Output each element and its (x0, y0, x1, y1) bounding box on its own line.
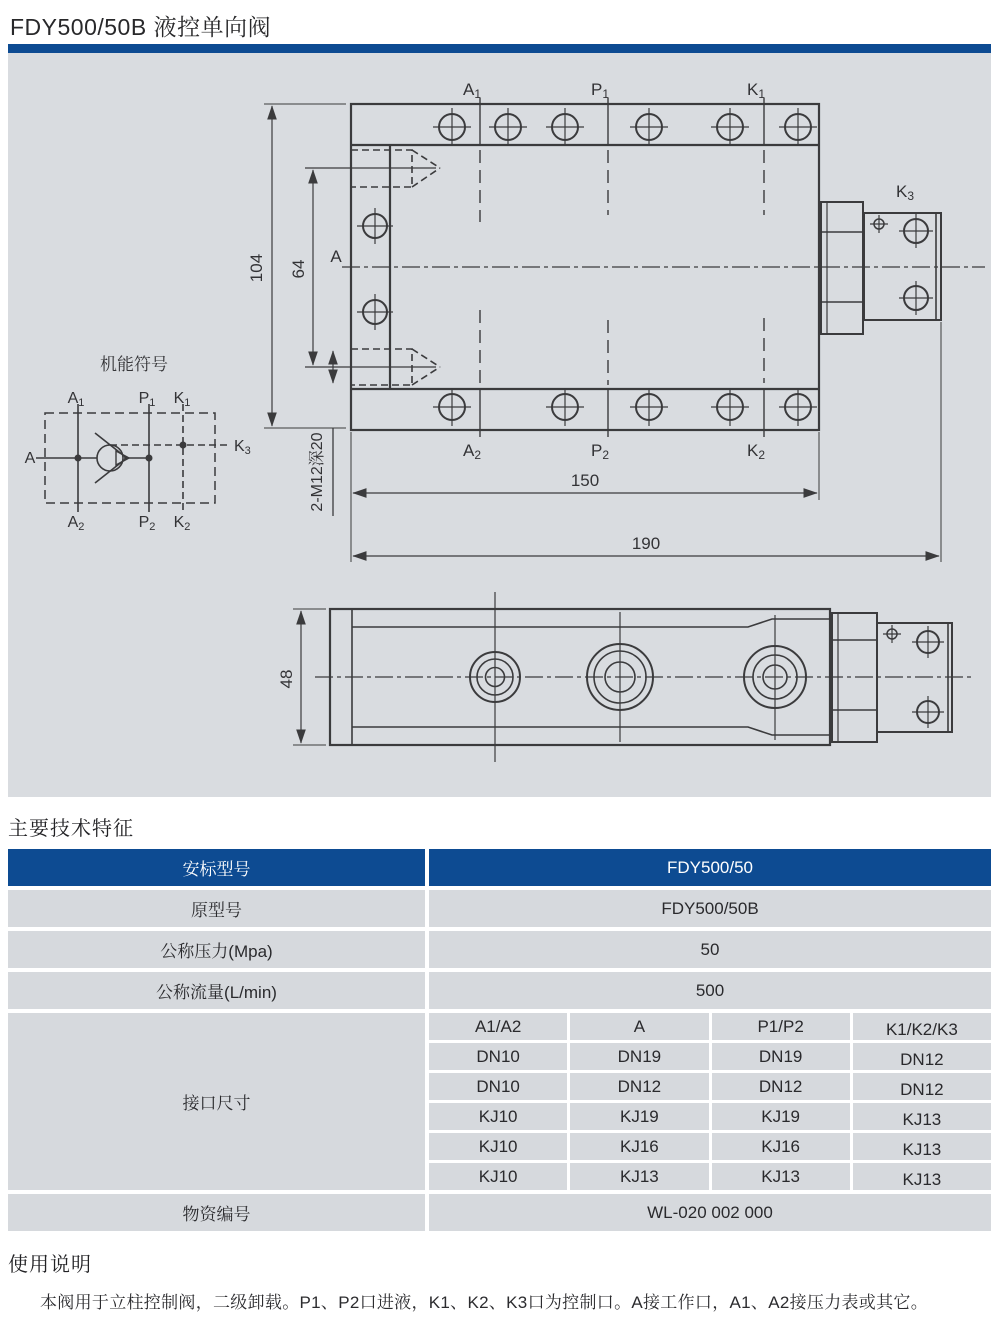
row-value: FDY500/50B (429, 890, 991, 927)
port-cell: KJ13 (712, 1163, 850, 1190)
page-title: FDY500/50B 液控单向阀 (10, 14, 272, 40)
port-cell: KJ13 (853, 1103, 991, 1130)
port-col-header: A (570, 1013, 708, 1040)
table-row-pressure (8, 931, 991, 968)
port-label-k3: K3 (895, 182, 915, 203)
port-cell: KJ16 (712, 1133, 850, 1160)
port-sizes-label: 接口尺寸 (8, 1013, 425, 1190)
port-label-a2: A2 (462, 441, 482, 462)
port-cell: KJ13 (853, 1133, 991, 1160)
port-cell: DN10 (429, 1073, 567, 1100)
port-cell: DN12 (853, 1043, 991, 1070)
symbol-label-p1: P1 (138, 390, 156, 409)
row-label: 原型号 (8, 890, 425, 927)
port-cell: KJ13 (570, 1163, 708, 1190)
row-value: 500 (429, 972, 991, 1009)
symbol-label-a1: A1 (67, 390, 85, 409)
port-label-p2: P2 (590, 441, 610, 462)
table-header-label: 安标型号 (8, 849, 425, 886)
port-col-header: K1/K2/K3 (853, 1013, 991, 1040)
usage-heading: 使用说明 (8, 1254, 92, 1276)
top-view (305, 98, 985, 437)
symbol-label-a: A (24, 450, 36, 467)
dim-48: 48 (277, 669, 296, 689)
table-header-value: FDY500/50 (429, 849, 991, 886)
port-sizes-grid (429, 1013, 991, 1190)
port-col-header: A1/A2 (429, 1013, 567, 1040)
row-value: WL-020 002 000 (429, 1194, 991, 1231)
table-row-original-model (8, 890, 991, 927)
port-label-k1: K1 (746, 80, 766, 101)
symbol-label-k1: K1 (173, 390, 191, 409)
table-row-port-sizes (8, 1013, 991, 1190)
section-label-a: A (330, 247, 342, 266)
port-cell: DN12 (570, 1073, 708, 1100)
port-cell: KJ13 (853, 1163, 991, 1190)
port-cell: KJ10 (429, 1133, 567, 1160)
dim-64: 64 (289, 259, 308, 279)
row-value: 50 (429, 931, 991, 968)
drawing-panel (8, 53, 991, 797)
port-cell: KJ10 (429, 1163, 567, 1190)
table-row-flow (8, 972, 991, 1009)
port-label-a1: A1 (462, 80, 482, 101)
port-cell: KJ16 (570, 1133, 708, 1160)
port-cell: KJ19 (570, 1103, 708, 1130)
dim-104: 104 (247, 253, 266, 283)
table-row-model (8, 849, 991, 886)
dim-190: 190 (631, 534, 661, 553)
table-row-material-number (8, 1194, 991, 1231)
port-cell: KJ10 (429, 1103, 567, 1130)
symbol-label-p2: P2 (138, 514, 156, 533)
accent-bar (8, 44, 991, 53)
symbol-label-k2: K2 (173, 514, 191, 533)
specs-table (8, 849, 991, 1235)
row-label: 公称流量(L/min) (8, 972, 425, 1009)
port-cell: DN19 (712, 1043, 850, 1070)
row-label: 物资编号 (8, 1194, 425, 1231)
port-label-p1: P1 (590, 80, 610, 101)
usage-text: 本阀用于立柱控制阀，二级卸载。P1、P2口进液，K1、K2、K3口为控制口。A接工作口，A1、A2接压力表或其它。 (40, 1293, 928, 1312)
row-label: 公称压力(Mpa) (8, 931, 425, 968)
technical-drawing (8, 53, 991, 797)
port-cell: DN12 (853, 1073, 991, 1100)
port-cell: DN10 (429, 1043, 567, 1070)
side-view (293, 592, 975, 762)
dim-150: 150 (570, 471, 600, 490)
function-symbol (36, 404, 228, 512)
function-symbol-title: 机能符号 (100, 355, 168, 374)
specs-heading: 主要技术特征 (8, 818, 134, 840)
symbol-label-k3: K3 (234, 438, 251, 457)
port-cell: KJ19 (712, 1103, 850, 1130)
port-label-k2: K2 (746, 441, 766, 462)
symbol-label-a2: A2 (67, 514, 85, 533)
thread-note: 2-M12深20 (309, 432, 326, 512)
port-cell: DN19 (570, 1043, 708, 1070)
port-cell: DN12 (712, 1073, 850, 1100)
port-col-header: P1/P2 (712, 1013, 850, 1040)
